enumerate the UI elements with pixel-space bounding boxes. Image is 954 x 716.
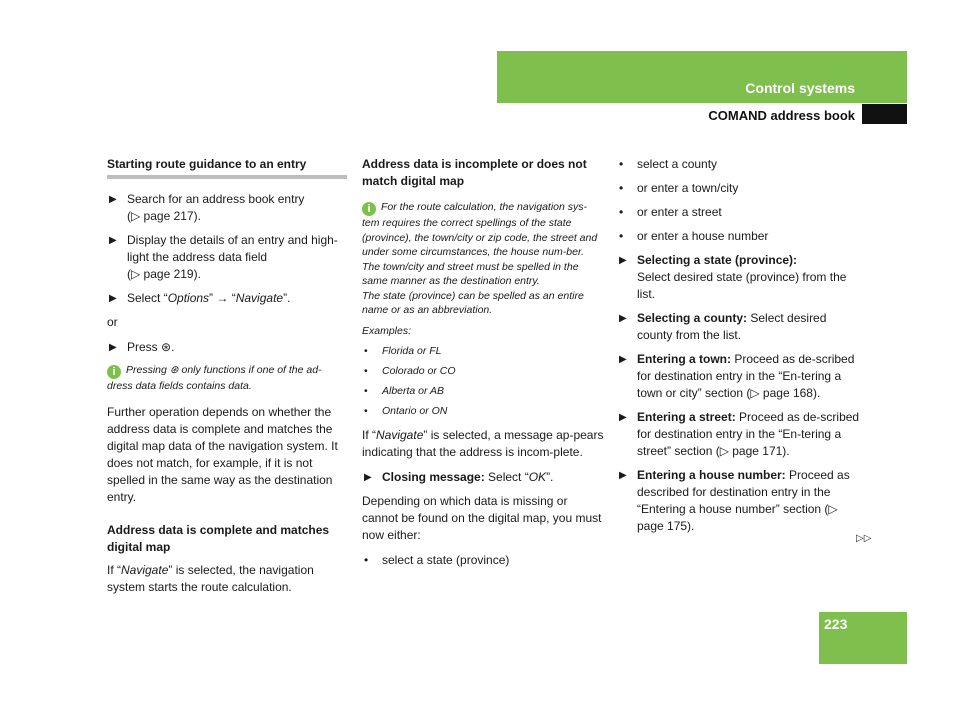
or-text: or [107,315,118,329]
para-message: If “Navigate” is selected, a message ap-pears indicating that the address is incom-plete. [362,428,604,459]
list-item: • or enter a house number [619,229,769,243]
para-further: Further operation depends on whether the address data is complete and matches the digital map data of the navigation system. It does not match, for example, if it is not spelled in the same way as the destination entry. [107,404,338,504]
step-state: ▶ Selecting a state (province): Select desired state (province) from the list. [619,253,847,301]
step-display: ▶ Display the details of an entry and high-light the address data field (▷ page 219). [109,233,338,281]
para-depending: Depending on which data is missing or cannot be found on the digital map, you must now either: [362,494,602,542]
column-3 [617,156,862,542]
column-2 [362,156,604,576]
step-press: ▶ Press ⊛. [109,340,175,354]
continue-arrows-icon: ▷▷ [856,533,872,544]
example-item: • Alberta or AB [364,385,445,397]
triangle-bullet-icon: ▶ [109,235,117,246]
triangle-bullet-icon: ▶ [619,470,627,481]
triangle-bullet-icon: ▶ [619,354,627,365]
triangle-bullet-icon: ▶ [109,342,117,353]
note-state: The state (province) can be spelled as an entire name or as an abbreviation. [362,289,584,316]
list-item: • or enter a street [619,205,722,219]
triangle-bullet-icon: ▶ [619,412,627,423]
step-county: ▶ Selecting a county: Select desired county from the list. [619,311,827,342]
triangle-bullet-icon: ▶ [109,194,117,205]
triangle-bullet-icon: ▶ [619,255,627,266]
example-item: • Florida or FL [364,345,442,357]
info-icon: i [107,365,121,379]
example-item: • Colorado or CO [364,365,456,377]
list-item: • select a state (province) [364,553,510,567]
heading-incomplete: Address data is incomplete or does not match digital map [362,157,587,188]
step-street: ▶ Entering a street: Proceed as de-scribed for destination entry in the “En-tering a street” section (▷ page 171). [619,410,860,458]
triangle-bullet-icon: ▶ [109,293,117,304]
info-icon: i [362,202,376,216]
step-search: ▶ Search for an address book entry (▷ page 217). [109,192,305,223]
step-closing: ▶ Closing message: Select “OK”. [364,470,554,484]
info-note: i Pressing ⊛ only functions if one of the ad-dress data fields contains data. [107,364,322,392]
triangle-bullet-icon: ▶ [364,472,372,483]
step-house-number: ▶ Entering a house number: Proceed as described for destination entry in the “Entering a house number” section (▷ page 175). [619,468,850,533]
column-1 [107,156,347,604]
heading-complete: Address data is complete and matches digital map [107,522,330,554]
step-town: ▶ Entering a town: Proceed as de-scribed for destination entry in the “En-tering a town or city” section (▷ page 168). [619,352,855,400]
subsection-title: COMAND address book [708,108,855,123]
list-item: • or enter a town/city [619,181,739,195]
list-item: • select a county [619,157,718,171]
heading-route-guidance: Starting route guidance to an entry [107,156,347,179]
step-select: ▶ Select “Options” → “Navigate”. [109,291,291,305]
example-item: • Ontario or ON [364,405,448,417]
examples-label: Examples: [362,324,412,337]
info-note: i For the route calculation, the navigation sys-tem requires the correct spellings of the state (province), the town/city or zip code, the street and under some circumstances, the house num-ber. The town/city and street must be spelled in the same manner as the destination entry. [362,201,598,287]
section-title: Control systems [745,80,855,96]
triangle-bullet-icon: ▶ [619,313,627,324]
page-number: 223 [824,616,848,632]
para-navigate: If “Navigate” is selected, the navigation system starts the route calculation. [107,562,314,594]
header-black-tab [862,104,907,124]
